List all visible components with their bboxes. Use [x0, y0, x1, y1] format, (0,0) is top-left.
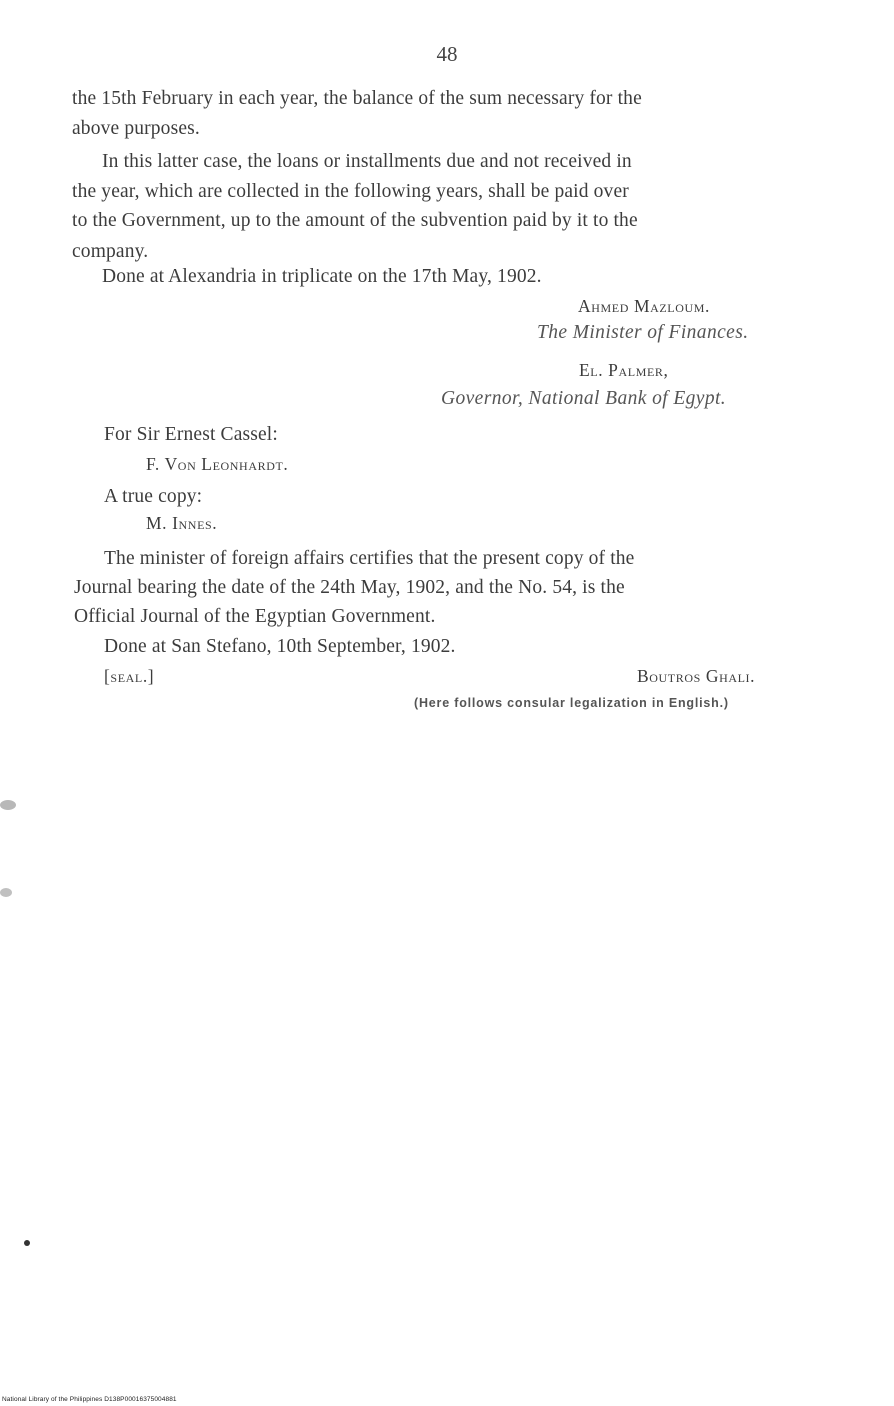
for-sir-ernest-cassel: For Sir Ernest Cassel: — [104, 424, 278, 445]
text-line-6: company. — [72, 241, 149, 262]
signature-von-leonhardt: F. Von Leonhardt. — [146, 454, 289, 474]
consular-legalization-note: (Here follows consular legalization in English.) — [414, 696, 729, 710]
text-line-4: the year, which are collected in the following years, shall be paid over — [72, 181, 629, 202]
title-governor-national-bank: Governor, National Bank of Egypt. — [441, 388, 727, 409]
title-minister-finances: The Minister of Finances. — [537, 322, 749, 343]
scan-artifact — [0, 888, 12, 897]
text-line-2: above purposes. — [72, 118, 200, 139]
signature-el-palmer: El. Palmer, — [579, 360, 669, 380]
text-line-1: the 15th February in each year, the balance of the sum necessary for the — [72, 88, 642, 109]
done-san-stefano: Done at San Stefano, 10th September, 1902. — [104, 636, 456, 657]
text-line-7: Done at Alexandria in triplicate on the 17th May, 1902. — [102, 266, 542, 287]
signature-ahmed-mazloum: Ahmed Mazloum. — [578, 296, 711, 316]
scan-artifact — [24, 1240, 30, 1246]
library-footer: National Library of the Philippines D138P00016375004881 — [2, 1396, 177, 1403]
true-copy-label: A true copy: — [104, 486, 203, 507]
seal-mark: [seal.] — [104, 666, 155, 686]
certification-line-1: The minister of foreign affairs certifies that the present copy of the — [104, 548, 635, 569]
certification-line-3: Official Journal of the Egyptian Government. — [74, 606, 436, 627]
certification-line-2: Journal bearing the date of the 24th May, 1902, and the No. 54, is the — [74, 577, 625, 598]
signature-boutros-ghali: Boutros Ghali. — [637, 666, 756, 686]
text-line-5: to the Government, up to the amount of the subvention paid by it to the — [72, 210, 638, 231]
page-number: 48 — [436, 42, 458, 66]
signature-innes: M. Innes. — [146, 513, 218, 533]
text-line-3: In this latter case, the loans or installments due and not received in — [102, 151, 632, 172]
scan-artifact — [0, 800, 16, 810]
